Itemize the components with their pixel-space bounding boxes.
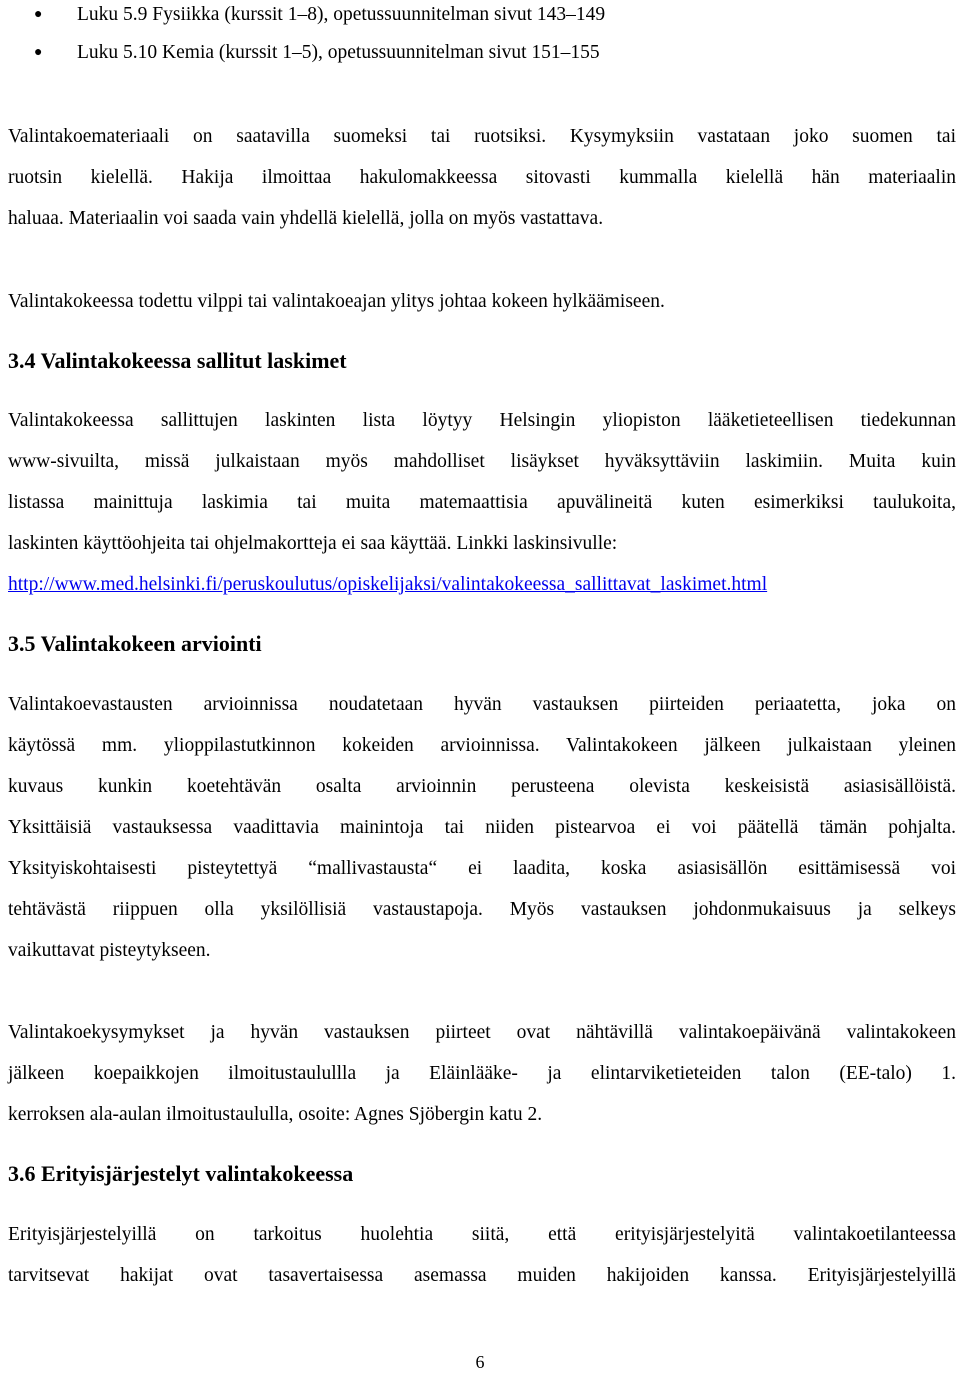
paragraph-calculators [8, 400, 956, 605]
section-heading-3-6: 3.6 Erityisjärjestelyt valintakokeessa [8, 1161, 354, 1186]
paragraph-evaluation [8, 684, 956, 971]
text-line: www-sivuilta, missä julkaistaan myös mahdolliset lisäykset hyväksyttäviin laskimiin. Muita kuin [8, 451, 956, 472]
page-number: 6 [475, 1352, 485, 1372]
calculator-link[interactable]: http://www.med.helsinki.fi/peruskoulutus/opiskelijaksi/valintakokeessa_sallittavat_laskimet.html [8, 574, 768, 595]
text-line: jälkeen koepaikkojen ilmoitustaulullla ja Eläinlääke- ja elintarviketieteiden talon (EE-talo) 1. [8, 1063, 956, 1084]
bullet-icon: ● [34, 45, 43, 60]
paragraph-material [8, 116, 956, 239]
text-line: Yksittäisiä vastauksessa vaadittavia mainintoja tai niiden pistearvoa ei voi päätellä tämän pohjalta. [8, 817, 956, 838]
text-line: Valintakokeessa sallittujen laskinten lista löytyy Helsingin yliopiston lääketieteellisen tiedekunnan [8, 410, 956, 431]
text-line: haluaa. Materiaalin voi saada vain yhdellä kielellä, jolla on myös vastattava. [8, 208, 604, 229]
text-line: Erityisjärjestelyillä on tarkoitus huolehtia siitä, että erityisjärjestelyitä valintakoetilanteessa [8, 1224, 956, 1245]
text-line: listassa mainittuja laskimia tai muita matemaattisia apuvälineitä kuten esimerkiksi taulukoita, [8, 492, 956, 513]
section-heading-3-4: 3.4 Valintakokeessa sallitut laskimet [8, 348, 347, 373]
list-item-text: Luku 5.10 Kemia (kurssit 1–5), opetussuunnitelman sivut 151–155 [77, 42, 600, 63]
text-line: ruotsin kielellä. Hakija ilmoittaa hakulomakkeessa sitovasti kummalla kielellä hän materiaalin [8, 167, 956, 188]
paragraph-cheating [8, 281, 956, 322]
text-line: kerroksen ala-aulan ilmoitustaululla, osoite: Agnes Sjöbergin katu 2. [8, 1104, 543, 1125]
bullet-icon: ● [34, 7, 43, 22]
text-line: Valintakokeessa todettu vilppi tai valintakoeajan ylitys johtaa kokeen hylkäämiseen. [8, 291, 665, 312]
paragraph-special-arrangements [8, 1214, 956, 1296]
text-line: kuvaus kunkin koetehtävän osalta arvioinnin perusteena olevista keskeisistä asiasisällöistä. [8, 776, 956, 797]
list-item-text: Luku 5.9 Fysiikka (kurssit 1–8), opetussuunnitelman sivut 143–149 [77, 4, 606, 25]
text-line: tarvitsevat hakijat ovat tasavertaisessa asemassa muiden hakijoiden kanssa. Erityisjärjestelyillä [8, 1265, 956, 1286]
text-line: Yksityiskohtaisesti pisteytettyä “mallivastausta“ ei laadita, koska asiasisällön esittämisessä voi [8, 858, 956, 879]
paragraph-questions-availability [8, 1012, 956, 1135]
text-line: vaikuttavat pisteytykseen. [8, 940, 211, 961]
text-line: tehtävästä riippuen olla yksilöllisiä vastaustapoja. Myös vastauksen johdonmukaisuus ja selkeys [8, 899, 956, 920]
text-line: Valintakoemateriaali on saatavilla suomeksi tai ruotsiksi. Kysymyksiin vastataan joko suomen tai [8, 126, 956, 147]
text-line: Valintakoevastausten arvioinnissa noudatetaan hyvän vastauksen piirteiden periaatetta, joka on [8, 694, 956, 715]
text-line: Valintakoekysymykset ja hyvän vastauksen piirteet ovat nähtävillä valintakoepäivänä valintakokeen [8, 1022, 956, 1043]
text-line: laskinten käyttöohjeita tai ohjelmakortteja ei saa käyttää. Linkki laskinsivulle: [8, 533, 618, 554]
text-line: käytössä mm. ylioppilastutkinnon kokeiden arvioinnissa. Valintakokeen jälkeen julkaistaan yleinen [8, 735, 956, 756]
section-heading-3-5: 3.5 Valintakokeen arviointi [8, 631, 262, 656]
